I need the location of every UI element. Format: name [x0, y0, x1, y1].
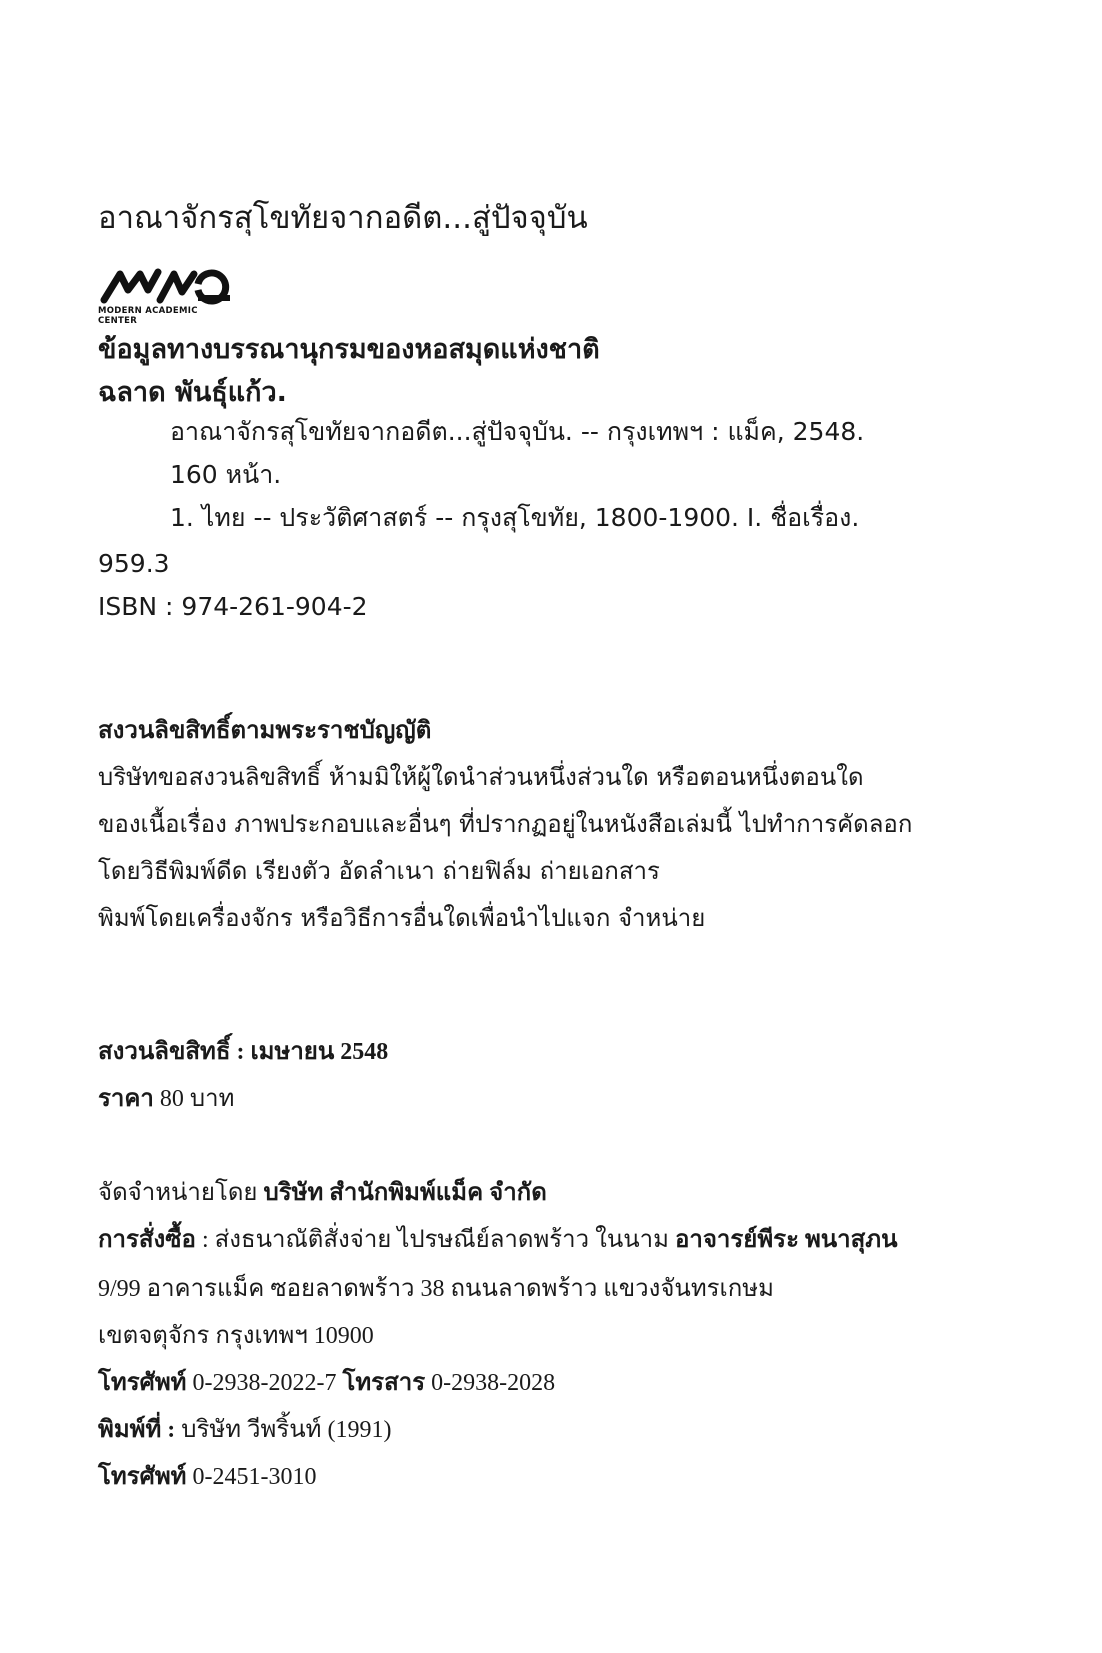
- printer: [98, 1409, 391, 1448]
- price: [98, 1078, 234, 1117]
- copyright-line: พิมพ์โดยเครื่องจักร หรือวิธีการอื่นใดเพื่อนำไปแจก จำหน่าย: [98, 904, 706, 932]
- mac-logo: [98, 262, 238, 326]
- price-label: ราคา: [98, 1086, 154, 1112]
- catalog-entry: อาณาจักรสุโขทัยจากอดีต...สู่ปัจจุบัน. -- กรุงเทพฯ : แม็ค, 2548.: [170, 417, 865, 446]
- contact-numbers: [98, 1362, 555, 1401]
- copyright-date: สงวนลิขสิทธิ์ : เมษายน 2548: [98, 1039, 389, 1065]
- address-line-2: เขตจตุจักร กรุงเทพฯ 10900: [98, 1323, 374, 1349]
- order-label: การสั่งซื้อ: [98, 1227, 196, 1253]
- fax-label: โทรสาร: [342, 1370, 426, 1396]
- printer-phone: [98, 1456, 316, 1495]
- catalog-isbn: ISBN : 974-261-904-2: [98, 592, 368, 621]
- order-text: : ส่งธนาณัติสั่งจ่าย ไปรษณีย์ลาดพร้าว ในนาม: [195, 1227, 675, 1253]
- distributor-label: จัดจำหน่ายโดย: [98, 1180, 264, 1206]
- distributor: [98, 1172, 547, 1211]
- printer-phone-label: โทรศัพท์: [98, 1464, 187, 1490]
- address-line-1: 9/99 อาคารแม็ค ซอยลาดพร้าว 38 ถนนลาดพร้าว แขวงจันทรเกษม: [98, 1276, 774, 1302]
- copyright-heading: สงวนลิขสิทธิ์ตามพระราชบัญญัติ: [98, 716, 432, 744]
- fax-value: 0-2938-2028: [425, 1370, 556, 1396]
- catalog-pages: 160 หน้า.: [170, 460, 282, 489]
- distributor-company: บริษัท สำนักพิมพ์แม็ค จำกัด: [263, 1180, 547, 1206]
- book-title: อาณาจักรสุโขทัยจากอดีต...สู่ปัจจุบัน: [98, 200, 588, 236]
- copyright-line: ของเนื้อเรื่อง ภาพประกอบและอื่นๆ ที่ปรากฏอยู่ในหนังสือเล่มนี้ ไปทำการคัดลอก: [98, 810, 913, 838]
- copyright-line: บริษัทขอสงวนลิขสิทธิ์ ห้ามมิให้ผู้ใดนำส่วนหนึ่งส่วนใด หรือตอนหนึ่งตอนใด: [98, 763, 864, 791]
- mac-logo-mark-icon: [98, 262, 238, 306]
- catalog-author: ฉลาด พันธุ์แก้ว.: [98, 377, 287, 408]
- printer-label: พิมพ์ที่ :: [98, 1417, 176, 1443]
- printer-phone-value: 0-2451-3010: [186, 1464, 317, 1490]
- catalog-heading: ข้อมูลทางบรรณานุกรมของหอสมุดแห่งชาติ: [98, 334, 600, 365]
- catalog-subjects: 1. ไทย -- ประวัติศาสตร์ -- กรุงสุโขทัย, 1800-1900. I. ชื่อเรื่อง.: [170, 503, 860, 532]
- catalog-class-number: 959.3: [98, 549, 170, 578]
- printer-value: บริษัท วีพริ้นท์ (1991): [175, 1417, 392, 1443]
- phone-label: โทรศัพท์: [98, 1370, 187, 1396]
- copyright-line: โดยวิธีพิมพ์ดีด เรียงตัว อัดลำเนา ถ่ายฟิล์ม ถ่ายเอกสาร: [98, 857, 660, 885]
- price-value: 80 บาท: [153, 1086, 235, 1112]
- order-payee: อาจารย์พีระ พนาสุภน: [674, 1227, 898, 1253]
- phone-value: 0-2938-2022-7: [186, 1370, 343, 1396]
- order-info: [98, 1219, 898, 1258]
- logo-caption: MODERN ACADEMIC CENTER: [98, 306, 198, 326]
